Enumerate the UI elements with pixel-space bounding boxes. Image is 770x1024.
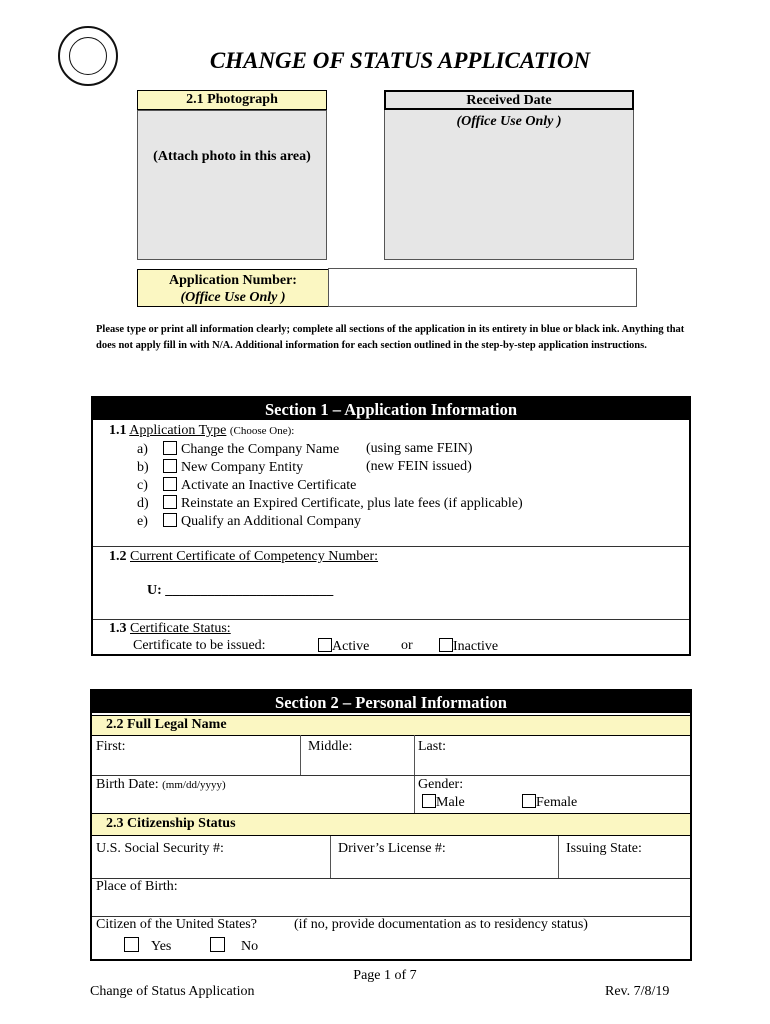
option-letter: e) (137, 514, 148, 529)
option-reinstate-expired[interactable] (137, 495, 523, 512)
female-label: Female (536, 795, 578, 810)
application-number-text: Application Number: (169, 273, 297, 288)
option-note: (new FEIN issued) (366, 459, 472, 474)
option-checkbox[interactable] (163, 513, 177, 527)
certificate-number-question (109, 549, 378, 565)
divider (300, 735, 301, 776)
divider (93, 546, 689, 547)
no-label: No (241, 939, 259, 954)
citizenship-status-bar (92, 813, 690, 836)
certificate-prefix: U: (147, 583, 162, 598)
divider (92, 775, 690, 776)
active-checkbox[interactable] (318, 638, 332, 652)
option-letter: c) (137, 478, 148, 493)
q13-number: 1.3 (109, 621, 127, 636)
option-note: (using same FEIN) (366, 441, 473, 456)
male-checkbox[interactable] (422, 794, 436, 808)
citizen-no-option[interactable] (210, 937, 258, 955)
option-label: Activate an Inactive Certificate (181, 478, 357, 493)
received-date-note: (Office Use Only ) (456, 114, 562, 129)
birth-date-label: Birth Date: (96, 777, 159, 792)
q12-label: Current Certificate of Competency Number: (130, 549, 379, 564)
place-of-birth-field[interactable]: Place of Birth: (96, 879, 178, 894)
footer-form-name: Change of Status Application (90, 984, 255, 999)
ssn-field[interactable]: U.S. Social Security #: (96, 841, 224, 856)
option-checkbox[interactable] (163, 477, 177, 491)
yes-label: Yes (151, 939, 172, 954)
q12-number: 1.2 (109, 549, 127, 564)
option-change-name[interactable] (137, 441, 473, 458)
gender-female-option[interactable] (522, 794, 577, 811)
full-legal-name-bar (92, 715, 690, 736)
photo-heading: 2.1 Photograph (137, 90, 327, 110)
option-label: New Company Entity (181, 460, 304, 475)
received-date-heading: Received Date (384, 90, 634, 110)
citizen-question: Citizen of the United States? (96, 917, 257, 932)
issuing-state-field[interactable]: Issuing State: (566, 841, 642, 856)
or-text: or (401, 638, 413, 653)
certificate-number-field[interactable] (147, 583, 333, 599)
first-name-field[interactable]: First: (96, 739, 126, 754)
certificate-to-be-issued-label: Certificate to be issued: (133, 638, 266, 653)
citizen-note: (if no, provide documentation as to residency status) (294, 917, 588, 932)
no-checkbox[interactable] (210, 937, 225, 952)
section-1-heading: Section 1 – Application Information (93, 398, 689, 420)
yes-checkbox[interactable] (124, 937, 139, 952)
section-2 (90, 689, 692, 961)
gender-male-option[interactable] (422, 794, 465, 811)
certificate-blank-line[interactable]: ________________________ (165, 583, 334, 598)
birth-date-format: (mm/dd/yyyy) (162, 779, 226, 791)
status-active-option[interactable] (318, 638, 369, 655)
citizenship-status-heading: 2.3 Citizenship Status (106, 816, 236, 831)
option-checkbox[interactable] (163, 441, 177, 455)
option-qualify-additional[interactable] (137, 513, 361, 530)
q11-label: Application Type (129, 423, 227, 438)
gender-label: Gender: (418, 777, 464, 792)
footer-revision: Rev. 7/8/19 (605, 984, 670, 999)
option-label: Qualify an Additional Company (181, 514, 362, 529)
q11-hint: (Choose One): (229, 425, 295, 437)
q13-label: Certificate Status: (130, 621, 231, 636)
section-1 (91, 396, 691, 656)
active-label: Active (332, 639, 370, 654)
option-new-entity[interactable] (137, 459, 472, 476)
option-letter: a) (137, 442, 148, 457)
option-letter: d) (137, 496, 149, 511)
page-title: CHANGE OF STATUS APPLICATION (209, 48, 591, 73)
female-checkbox[interactable] (522, 794, 536, 808)
divider (558, 836, 559, 878)
application-number-field[interactable] (328, 268, 637, 307)
middle-name-field[interactable]: Middle: (308, 739, 353, 754)
option-checkbox[interactable] (163, 459, 177, 473)
inactive-checkbox[interactable] (439, 638, 453, 652)
application-number-label (137, 269, 329, 307)
birth-date-field[interactable] (96, 777, 226, 793)
option-label: Change the Company Name (181, 442, 340, 457)
divider (414, 735, 415, 813)
photo-area[interactable] (137, 110, 327, 260)
option-activate-inactive[interactable] (137, 477, 356, 494)
option-checkbox[interactable] (163, 495, 177, 509)
application-type-question (109, 423, 294, 439)
application-number-note: (Office Use Only ) (180, 290, 286, 305)
page-number: Page 1 of 7 (353, 968, 417, 983)
drivers-license-field[interactable]: Driver’s License #: (338, 841, 446, 856)
full-legal-name-heading: 2.2 Full Legal Name (106, 717, 227, 732)
last-name-field[interactable]: Last: (418, 739, 446, 754)
male-label: Male (436, 795, 465, 810)
certificate-status-question (109, 621, 231, 637)
option-letter: b) (137, 460, 149, 475)
divider (93, 619, 689, 620)
q11-number: 1.1 (109, 423, 127, 438)
divider (92, 878, 690, 879)
photo-hint: (Attach photo in this area) (153, 149, 311, 164)
status-inactive-option[interactable] (439, 638, 498, 655)
section-2-heading: Section 2 – Personal Information (92, 691, 690, 713)
divider (330, 836, 331, 878)
option-label: Reinstate an Expired Certificate, plus late fees (if applicable) (181, 496, 523, 511)
citizen-yes-option[interactable] (124, 937, 171, 955)
inactive-label: Inactive (453, 639, 499, 654)
received-date-area (384, 110, 634, 260)
instructions-paragraph: Please type or print all information clearly; complete all sections of the application in its entirety in blue or black ink. Anything that does not apply fill in with N/A. Additional information for each section outlined in the step-by-step application instructions. (96, 324, 685, 351)
